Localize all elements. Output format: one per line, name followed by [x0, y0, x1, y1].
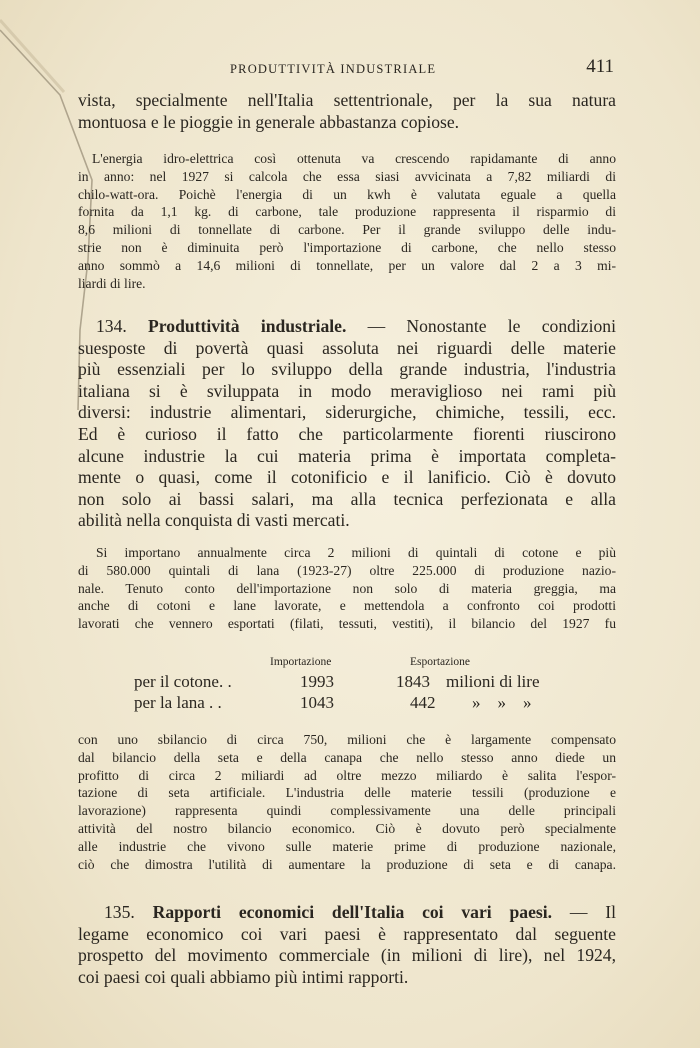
- text-line: nale. Tenuto conto dell'importazione non solo di materia greggia, ma: [78, 580, 616, 596]
- text-line: abilità nella conquista di vasti mercati.: [78, 510, 350, 531]
- table-row: [134, 693, 594, 714]
- text-line: anno sommò a 14,6 milioni di tonnellate, per un valore dal 2 a 3 mi-: [78, 257, 616, 273]
- note-cotton-wool: [78, 544, 616, 633]
- note-hydro-energy: [78, 150, 616, 292]
- text-line: L'energia idro-elettrica così ottenuta va crescendo rapidamante di anno: [92, 151, 616, 166]
- text-line: con uno sbilancio di circa 750, milioni che è largamente compensato: [78, 732, 616, 747]
- text-line: 8,6 milioni di tonnellate di carbone. Per il grande sviluppo delle indu-: [78, 222, 616, 238]
- text-line: alcune industrie la cui materia prima è importata completa-: [78, 445, 616, 466]
- section-heading-line: [78, 902, 616, 924]
- text-line: più essenziali per lo sviluppo della grande industria, l'industria: [78, 359, 616, 380]
- table-row: [134, 672, 594, 693]
- text-line: alle industrie che vivono sulle materie prime di produzione nazionale,: [78, 838, 616, 854]
- unit-label: milioni di lire: [446, 672, 540, 691]
- text-fragment: — Nonostante le condizioni: [367, 316, 616, 336]
- section-heading-line: [78, 316, 616, 338]
- text-line: attività del nostro bilancio economico. Ciò è dovuto però specialmente: [78, 820, 616, 836]
- row-label: per la lana . .: [134, 693, 222, 712]
- text-line: Si importano annualmente circa 2 milioni di quintali di cotone e più: [96, 545, 616, 560]
- text-line: montuosa e le pioggie in generale abbastanza copiose.: [78, 111, 460, 132]
- row-label: per il cotone. .: [134, 672, 232, 691]
- text-line: in anno: nel 1927 si calcola che essa siasi avvicinata a 7,82 miliardi di: [78, 168, 616, 184]
- unit-label: » » »: [472, 693, 532, 712]
- section-title: Produttività industriale.: [148, 316, 347, 336]
- text-line: italiana si è sviluppata in modo meraviglioso nei rami più: [78, 380, 616, 401]
- text-line: prospetto del movimento commerciale (in milioni di lire), nel 1924,: [78, 945, 616, 966]
- import-value: 1993: [300, 672, 334, 691]
- page-number: 411: [586, 56, 614, 77]
- text-line: liardi di lire.: [78, 275, 146, 291]
- column-header-export: Esportazione: [410, 656, 471, 668]
- text-line: dal bilancio della seta e della canapa che nello stesso anno diede un: [78, 749, 616, 765]
- running-title: PRODUTTIVITÀ INDUSTRIALE: [230, 62, 437, 76]
- text-line: Ed è curioso il fatto che particolarmente fiorenti riuscirono: [78, 423, 616, 444]
- text-line: ciò che dimostra l'utilità di aumentare la produzione di seta e di canapa.: [78, 856, 616, 872]
- trade-table: [134, 656, 594, 714]
- text-line: suesposte di povertà quasi assoluta nei riguardi delle materie: [78, 337, 616, 358]
- section-number: 135.: [104, 902, 135, 922]
- page-header: [78, 56, 618, 80]
- text-line: fornita da 1,1 kg. di carbone, tale produzione rappresenta il risparmio di: [78, 204, 616, 220]
- text-line: mente o quasi, come il cotonificio e il lanificio. Ciò è dovuto: [78, 467, 616, 488]
- text-line: legame economico coi vari paesi è rappresentato dal seguente: [78, 923, 616, 944]
- note-silk-hemp: [78, 731, 616, 873]
- text-line: di 580.000 quintali di lana (1923-27) oltre 225.000 di produzione nazio-: [78, 562, 616, 578]
- text-line: strie non è diminuita però l'importazione di carbone, che nello stesso: [78, 239, 616, 255]
- section-title: Rapporti economici dell'Italia coi vari paesi.: [152, 902, 553, 922]
- intro-paragraph: [78, 90, 616, 133]
- table-header: [134, 656, 594, 672]
- text-line: diversi: industrie alimentari, siderurgiche, chimiche, tessili, ecc.: [78, 402, 616, 423]
- text-line: vista, specialmente nell'Italia settentrionale, per la sua natura: [78, 90, 616, 110]
- text-line: non solo ai bassi salari, ma alla tecnica perfezionata e alla: [78, 488, 616, 509]
- text-line: coi paesi coi quali abbiamo più intimi rapporti.: [78, 966, 409, 987]
- text-line: tazione di seta artificiale. L'industria delle materie tessili (produzione e: [78, 785, 616, 801]
- column-header-import: Importazione: [270, 656, 332, 668]
- section-134: [78, 316, 616, 532]
- text-line: profitto di circa 2 miliardi ad oltre mezzo miliardo è salita l'espor-: [78, 767, 616, 783]
- text-line: chilo-watt-ora. Poichè l'energia di un kwh è valutata eguale a quella: [78, 186, 616, 202]
- text-line: lavorazione) rappresenta quindi complessivamente una delle principali: [78, 803, 616, 819]
- section-135: [78, 902, 616, 988]
- export-value: 1843: [396, 672, 430, 691]
- text-line: anche di cotoni e lane lavorate, e mettendola a confronto coi prodotti: [78, 598, 616, 614]
- section-number: 134.: [96, 316, 127, 336]
- import-value: 1043: [300, 693, 334, 712]
- text-fragment: — Il: [569, 902, 617, 922]
- export-value: 442: [410, 693, 436, 712]
- text-line: lavorati che vennero esportati (filati, tessuti, vestiti), il bilancio del 1927 fu: [78, 616, 616, 632]
